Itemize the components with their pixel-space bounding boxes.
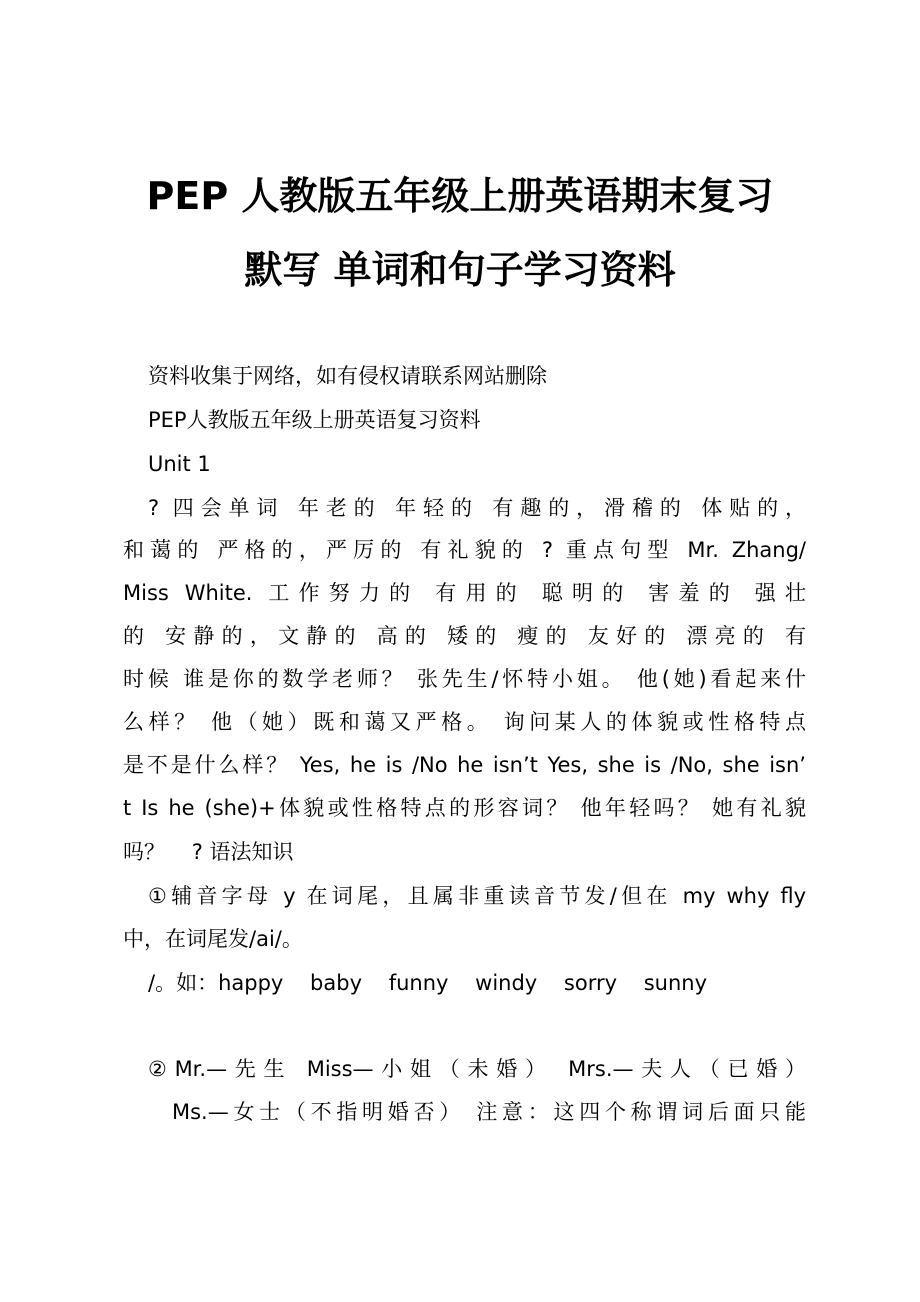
paragraph-line: 吗？ ? 语法知识 bbox=[123, 840, 294, 864]
paragraph-line: 时候 谁是你的数学老师？ 张先生/怀特小姐。 他(她)看起来什 bbox=[123, 667, 806, 691]
subtitle: PEP人教版五年级上册英语复习资料 bbox=[148, 408, 481, 432]
paragraph-line: ①辅音字母 y 在词尾，且属非重读音节发/但在 my why fly bbox=[148, 884, 806, 908]
document-title-line-1: PEP 人教版五年级上册英语期末复习 bbox=[146, 174, 774, 218]
paragraph-line: 么样？ 他（她）既和蔼又严格。 询问某人的体貌或性格特点 bbox=[123, 710, 806, 734]
unit-heading: Unit 1 bbox=[148, 452, 211, 476]
paragraph-line: /。如：happy baby funny windy sorry sunny bbox=[148, 971, 708, 995]
paragraph-line: Miss White. 工作努力的 有用的 聪明的 害羞的 强壮 bbox=[123, 581, 806, 605]
paragraph-line: ②Mr.—先生 Miss—小姐（未婚） Mrs.—夫人（已婚） bbox=[148, 1057, 806, 1081]
paragraph-line: Ms.—女士（不指明婚否） 注意：这四个称谓词后面只能 bbox=[172, 1100, 806, 1124]
paragraph-line: 中，在词尾发/ai/。 bbox=[123, 927, 303, 951]
paragraph-line: 的 安静的，文静的 高的 矮的 瘦的 友好的 漂亮的 有 bbox=[123, 624, 806, 648]
paragraph-line: 是不是什么样？ Yes, he is /No he isn’t Yes, she is /No, she isn’ bbox=[123, 753, 806, 777]
paragraph-line: ? 四会单词 年老的 年轻的 有趣的，滑稽的 体贴的， bbox=[148, 496, 806, 520]
paragraph-line: t Is he (she)+体貌或性格特点的形容词？ 他年轻吗？ 她有礼貌 bbox=[123, 796, 806, 820]
document-title-line-2: 默写 单词和句子学习资料 bbox=[244, 248, 676, 292]
source-note: 资料收集于网络，如有侵权请联系网站删除 bbox=[148, 364, 547, 388]
paragraph-line: 和蔼的 严格的，严厉的 有礼貌的 ? 重点句型 Mr. Zhang/ bbox=[123, 538, 806, 562]
